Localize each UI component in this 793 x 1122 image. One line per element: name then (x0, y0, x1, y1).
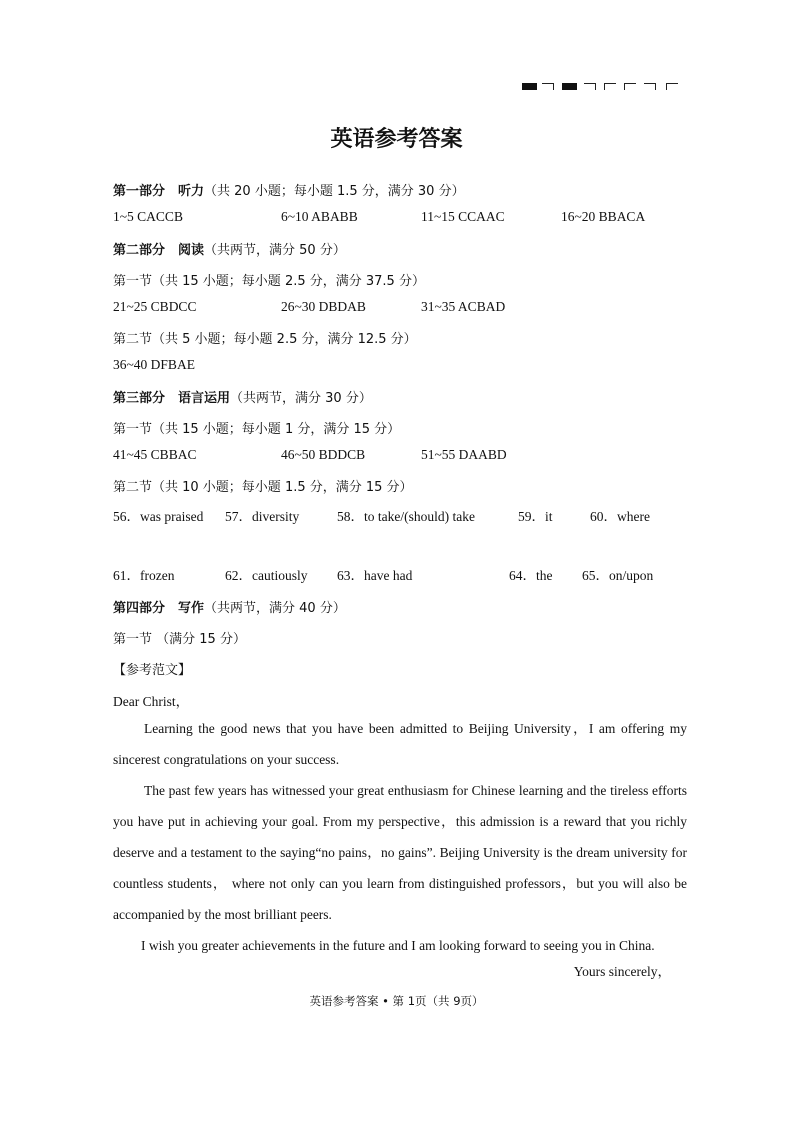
registration-mark (604, 83, 616, 90)
answer-group: 6~10 ABABB (281, 209, 358, 224)
blank-answer: 59．it (518, 509, 553, 524)
part1-title: 第一部分 听力 (113, 184, 205, 199)
answer-group: 46~50 BDDCB (281, 447, 366, 462)
answer-group: 31~35 ACBAD (421, 299, 506, 314)
part4-note: （共两节，满分 40 分） (204, 601, 346, 616)
part4-heading (113, 597, 346, 616)
registration-mark (522, 83, 537, 90)
sample-essay-label: 【参考范文】 (113, 663, 192, 678)
answer-group: 41~45 CBBAC (113, 447, 197, 462)
part2-section1-heading: 第一节（共 15 小题；每小题 2.5 分，满分 37.5 分） (113, 274, 425, 289)
part3-section1-heading: 第一节（共 15 小题；每小题 1 分，满分 15 分） (113, 422, 401, 437)
blank-answer: 60．where (590, 509, 650, 524)
letter-closing: Yours sincerely， (573, 964, 671, 979)
part1-heading (113, 180, 465, 199)
answer-group: 1~5 CACCB (113, 209, 183, 224)
answer-group: 21~25 CBDCC (113, 299, 197, 314)
part2-heading (113, 239, 346, 258)
blank-answer: 62．cautiously (225, 568, 308, 583)
registration-mark (666, 83, 678, 90)
part1-note: （共 20 小题；每小题 1.5 分，满分 30 分） (204, 184, 465, 199)
blank-answer: 63．have had (337, 568, 413, 583)
page-footer: 英语参考答案 • 第 1页（共 9页） (309, 994, 484, 1008)
answer-group: 26~30 DBDAB (281, 299, 366, 314)
part3-section2-heading: 第二节（共 10 小题；每小题 1.5 分，满分 15 分） (113, 480, 413, 495)
blank-answer: 56．was praised (113, 509, 204, 524)
blank-answer: 65．on/upon (582, 568, 654, 583)
blank-answer: 57．diversity (225, 509, 300, 524)
letter-greeting: Dear Christ， (113, 694, 190, 709)
answer-group: 36~40 DFBAE (113, 357, 195, 372)
part3-note: （共两节，满分 30 分） (230, 391, 372, 406)
sample-essay-body (113, 713, 687, 961)
part3-title: 第三部分 语言运用 (113, 391, 231, 406)
part2-title: 第二部分 阅读 (113, 243, 205, 258)
blank-answer: 58．to take/(should) take (337, 509, 475, 524)
part3-heading (113, 387, 372, 406)
part2-note: （共两节，满分 50 分） (204, 243, 346, 258)
blank-answer: 64．the (509, 568, 553, 583)
part4-section1-heading: 第一节 （满分 15 分） (113, 632, 246, 647)
registration-mark (624, 83, 636, 90)
registration-mark (584, 83, 596, 90)
registration-mark (562, 83, 577, 90)
answer-group: 11~15 CCAAC (421, 209, 505, 224)
registration-mark (644, 83, 656, 90)
page-title: 英语参考答案 (330, 127, 463, 152)
answer-group: 51~55 DAABD (421, 447, 507, 462)
blank-answer: 61．frozen (113, 568, 175, 583)
essay-paragraph: I wish you greater achievements in the future and I am looking forward to seeing you in China. (141, 938, 655, 953)
registration-mark (542, 83, 554, 90)
essay-paragraph: Learning the good news that you have been admitted to Beijing University，I am offering my sincerest congratulations on your success. (113, 721, 687, 767)
part4-title: 第四部分 写作 (113, 601, 205, 616)
essay-paragraph: The past few years has witnessed your great enthusiasm for Chinese learning and the tireless efforts you have put in achieving your goal. From my perspective，this admission is a reward that you richly deserve and a testament to the saying“no pains，no gains”. Beijing University is the dream university for countless students， where not only can you learn from distinguished professors，but you will also be accompanied by the most brilliant peers. (113, 783, 687, 922)
part2-section2-heading: 第二节（共 5 小题；每小题 2.5 分，满分 12.5 分） (113, 332, 417, 347)
answer-group: 16~20 BBACA (561, 209, 646, 224)
